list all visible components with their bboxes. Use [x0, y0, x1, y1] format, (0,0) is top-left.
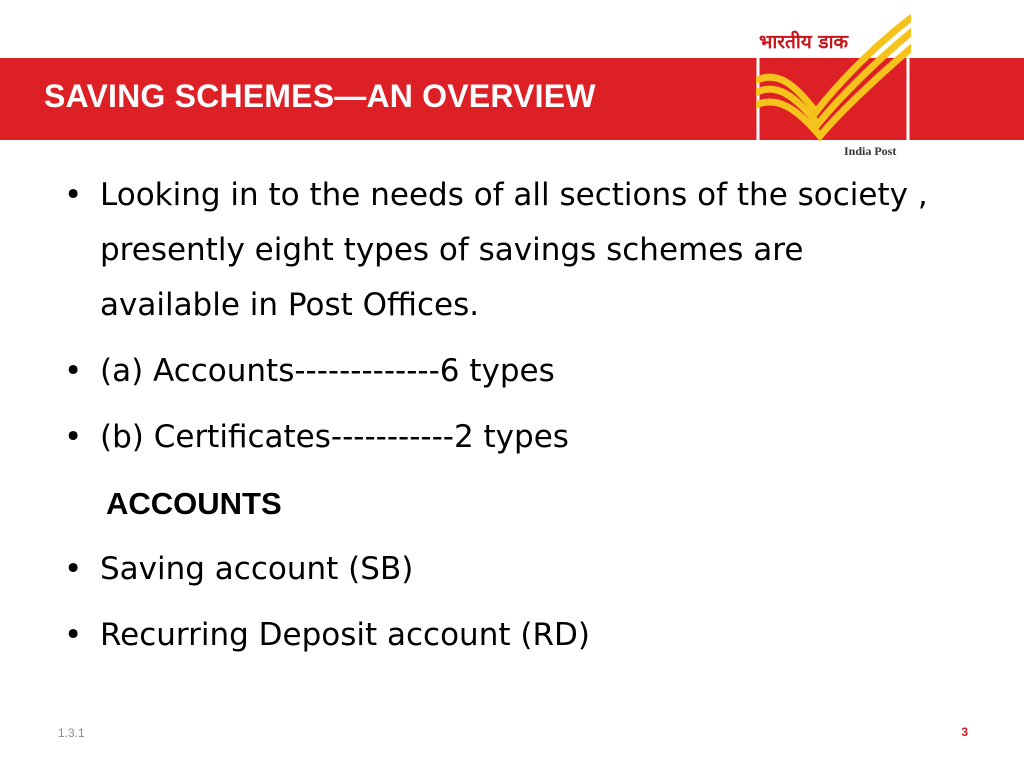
bullet-text: (a) Accounts-------------6 types [100, 353, 555, 389]
bullet-text: Saving account (SB) [100, 551, 414, 587]
bullet-icon: • [64, 177, 83, 213]
bullet-icon: • [64, 419, 83, 455]
section-heading [60, 476, 950, 531]
footer-section-number: 1.3.1 [58, 726, 85, 740]
logo-english-text: India Post [844, 144, 897, 158]
bullet-icon: • [64, 617, 83, 653]
heading-text: ACCOUNTS [106, 486, 282, 521]
footer-page-number: 3 [961, 725, 968, 739]
logo-hindi-text: भारतीय डाक [759, 31, 849, 53]
slide-title: SAVING SCHEMES—AN OVERVIEW [44, 78, 596, 114]
list-item [60, 410, 950, 465]
list-item [60, 344, 950, 399]
bullet-text: Looking in to the needs of all sections of the society , presently eight types of savings schemes are available in Post Offices. [100, 177, 928, 323]
bullet-icon: • [64, 551, 83, 587]
bullet-text: (b) Certificates-----------2 types [100, 419, 569, 455]
list-item [60, 168, 950, 333]
bullet-list [60, 168, 950, 674]
bullet-text: Recurring Deposit account (RD) [100, 617, 590, 653]
india-post-logo [756, 0, 911, 162]
list-item [60, 542, 950, 597]
logo-emblem-icon [756, 0, 911, 162]
list-item [60, 608, 950, 663]
bullet-icon: • [64, 353, 83, 389]
